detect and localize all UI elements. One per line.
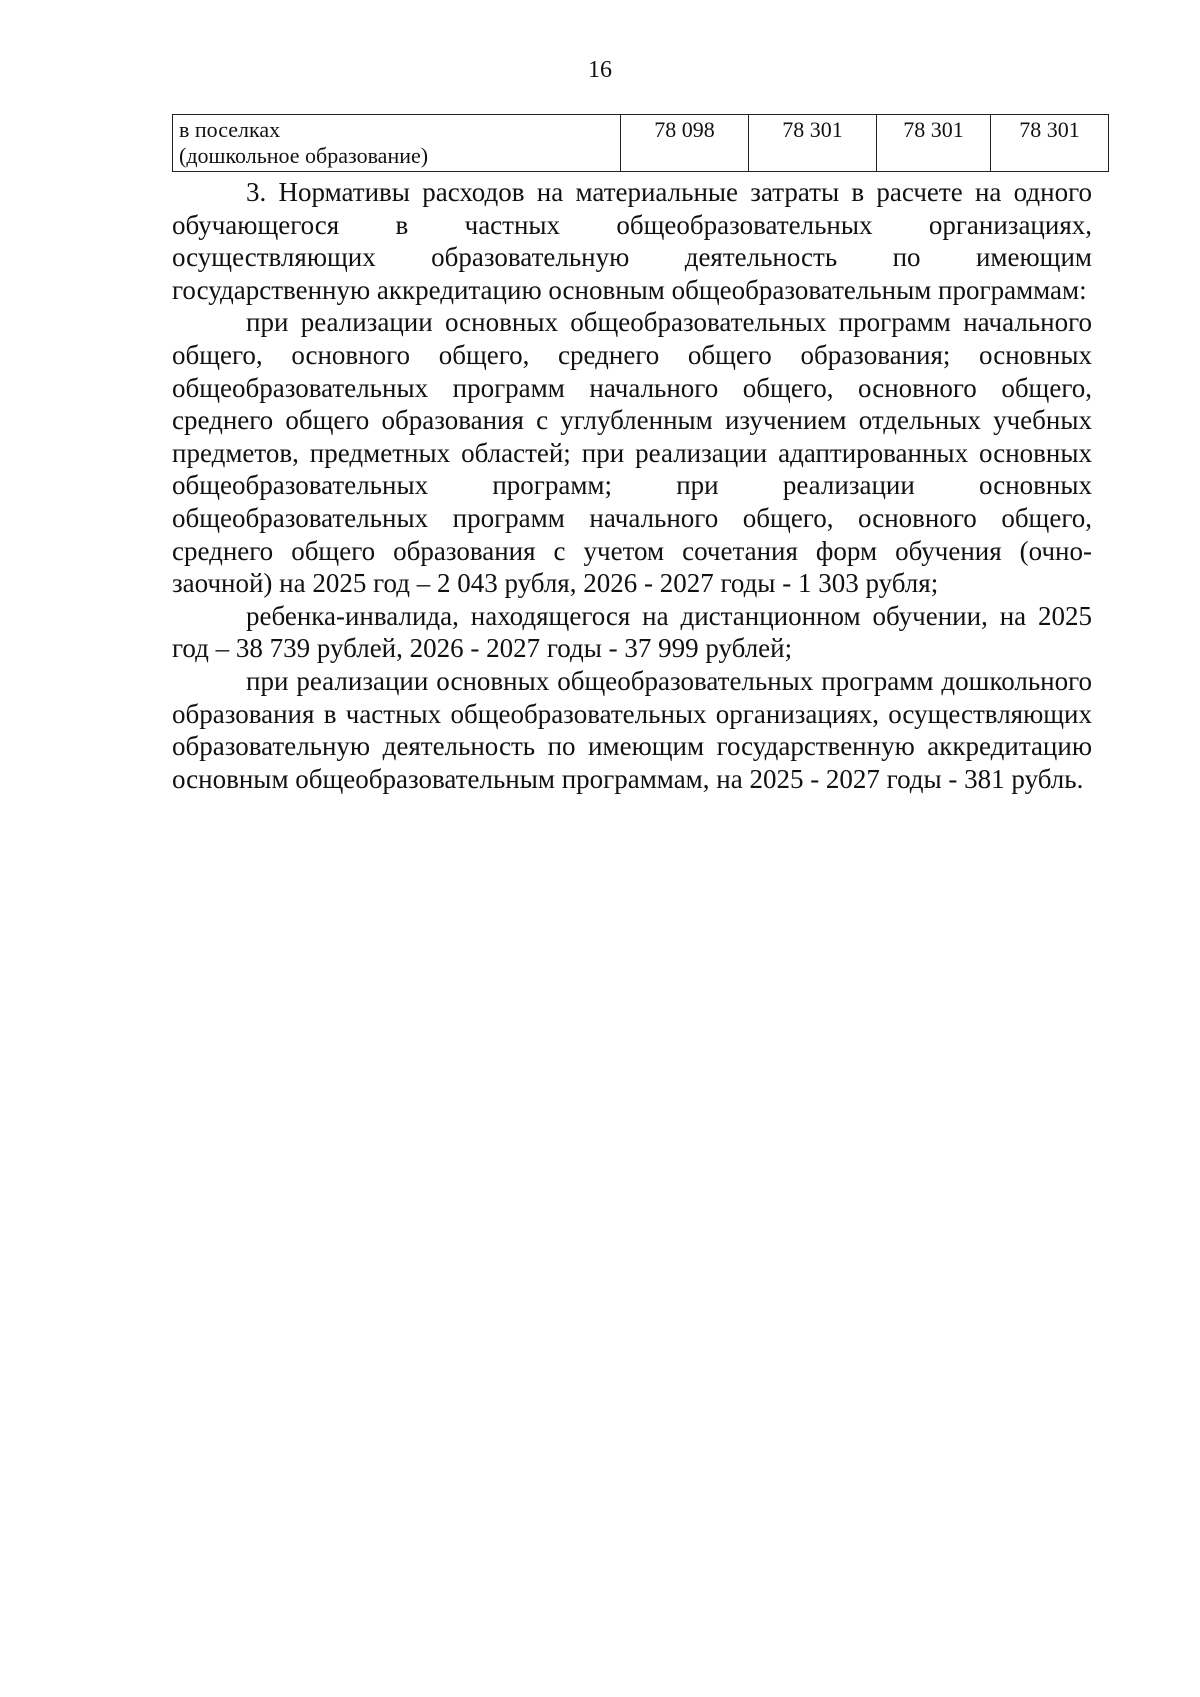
page-number: 16 [588,57,612,83]
value-cell: 78 301 [749,115,877,172]
value-cell: 78 098 [621,115,749,172]
paragraph-general-programs: при реализации основных общеобразовательных программ начального общего, основного общего, среднего общего образования; основных общеобразовательных программ начального общего, основного общего, среднего общего образования с углубленным изучением отдельных учебных предметов, предметных областей; при реализации адаптированных основных общеобразовательных программ; при реализации основных общеобразовательных программ начального общего, основного общего, среднего общего образования с учетом сочетания форм обучения (очно-заочной) на 2025 год – 2 043 рубля, 2026 - 2027 годы - 1 303 рубля; [172,307,1092,599]
row-label-line2: (дошкольное образование) [179,143,429,168]
row-label-line1: в поселках [179,117,281,142]
value-cell: 78 301 [991,115,1109,172]
value-cell: 78 301 [877,115,991,172]
document-body [172,176,1092,795]
paragraph-disabled-child: ребенка-инвалида, находящегося на дистанционном обучении, на 2025 год – 38 739 рублей, 2026 - 2027 годы - 37 999 рублей; [172,600,1092,664]
paragraph-normatives: 3. Нормативы расходов на материальные затраты в расчете на одного обучающегося в частных общеобразовательных организациях, осуществляющих образовательную деятельность по имеющим государственную аккредитацию основным общеобразовательным программам: [172,177,1092,305]
row-label-cell [173,115,621,172]
expense-table [172,114,1109,172]
table-row [173,115,1109,172]
paragraph-preschool: при реализации основных общеобразовательных программ дошкольного образования в частных общеобразовательных организациях, осуществляющих образовательную деятельность по имеющим государственную аккредитацию основным общеобразовательным программам, на 2025 - 2027 годы - 381 рубль. [172,665,1092,794]
